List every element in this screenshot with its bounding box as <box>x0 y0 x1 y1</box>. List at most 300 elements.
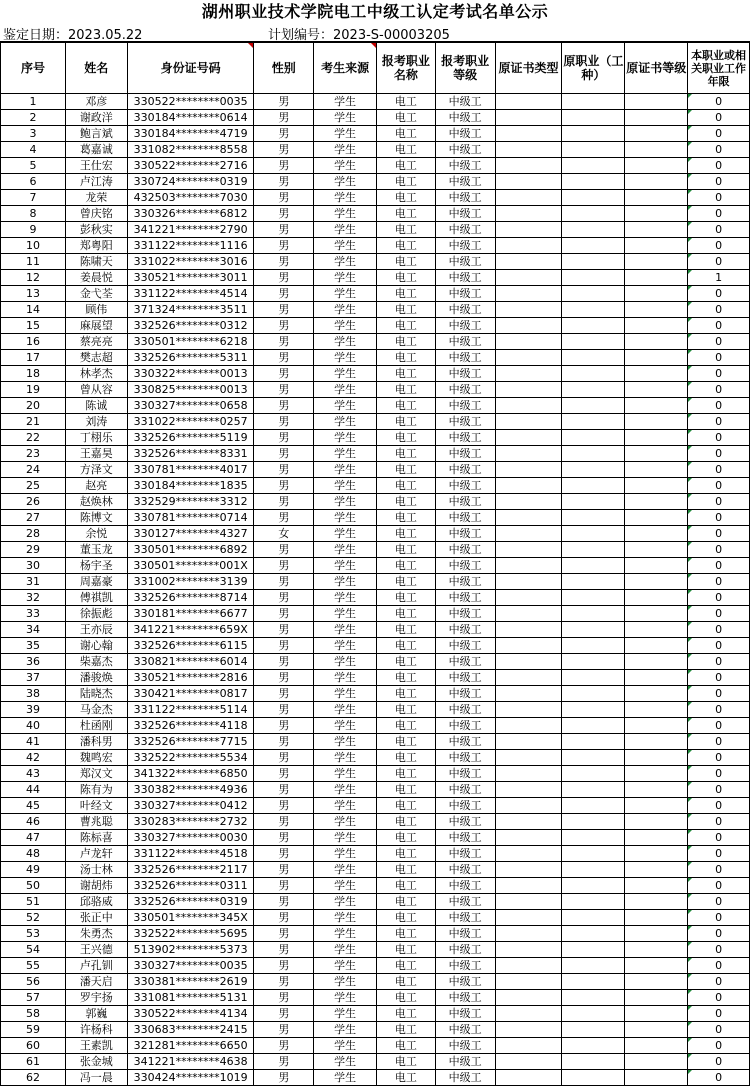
cell-level: 中级工 <box>435 238 495 254</box>
cell-cert-type <box>495 990 562 1006</box>
cell-cert-type <box>495 910 562 926</box>
cell-occupation: 电工 <box>377 174 436 190</box>
cell-name: 顾伟 <box>65 302 127 318</box>
cell-original-occupation <box>562 542 625 558</box>
cell-level: 中级工 <box>435 510 495 526</box>
cell-name: 方泽文 <box>65 462 127 478</box>
cell-work-years: 0 <box>688 206 750 222</box>
cell-occupation: 电工 <box>377 702 436 718</box>
table-header-row <box>1 43 750 94</box>
cell-cert-level <box>625 334 688 350</box>
cell-cert-level <box>625 254 688 270</box>
cell-work-years: 0 <box>688 94 750 110</box>
cell-source: 学生 <box>314 254 377 270</box>
cell-index: 39 <box>1 702 66 718</box>
cell-gender: 男 <box>254 222 314 238</box>
cell-index: 5 <box>1 158 66 174</box>
cell-id-number: 330327********0658 <box>127 398 254 414</box>
cell-original-occupation <box>562 238 625 254</box>
cell-source: 学生 <box>314 478 377 494</box>
cell-cert-type <box>495 606 562 622</box>
cell-gender: 男 <box>254 446 314 462</box>
cell-occupation: 电工 <box>377 462 436 478</box>
cell-source: 学生 <box>314 446 377 462</box>
cell-occupation: 电工 <box>377 654 436 670</box>
table-row <box>1 574 750 590</box>
cell-cert-level <box>625 718 688 734</box>
cell-original-occupation <box>562 142 625 158</box>
cell-name: 龙荣 <box>65 190 127 206</box>
cell-source: 学生 <box>314 190 377 206</box>
table-row <box>1 158 750 174</box>
cell-gender: 男 <box>254 126 314 142</box>
cell-original-occupation <box>562 190 625 206</box>
cell-cert-level <box>625 478 688 494</box>
cell-source: 学生 <box>314 766 377 782</box>
cell-work-years: 0 <box>688 350 750 366</box>
cell-index: 57 <box>1 990 66 1006</box>
cell-gender: 男 <box>254 670 314 686</box>
cell-name: 曹兆聪 <box>65 814 127 830</box>
cell-index: 2 <box>1 110 66 126</box>
cell-index: 3 <box>1 126 66 142</box>
cell-name: 金弋荃 <box>65 286 127 302</box>
cell-cert-type <box>495 430 562 446</box>
cell-original-occupation <box>562 206 625 222</box>
cell-id-number: 332526********8714 <box>127 590 254 606</box>
cell-source: 学生 <box>314 398 377 414</box>
cell-level: 中级工 <box>435 270 495 286</box>
cell-gender: 男 <box>254 430 314 446</box>
cell-original-occupation <box>562 590 625 606</box>
cell-id-number: 330724********0319 <box>127 174 254 190</box>
cell-id-number: 330522********2716 <box>127 158 254 174</box>
cell-work-years: 0 <box>688 958 750 974</box>
cell-occupation: 电工 <box>377 1054 436 1070</box>
cell-gender: 男 <box>254 1022 314 1038</box>
table-row <box>1 958 750 974</box>
cell-level: 中级工 <box>435 222 495 238</box>
cell-id-number: 332526********0311 <box>127 878 254 894</box>
cell-work-years: 0 <box>688 382 750 398</box>
cell-index: 19 <box>1 382 66 398</box>
cell-original-occupation <box>562 126 625 142</box>
cell-level: 中级工 <box>435 878 495 894</box>
cell-level: 中级工 <box>435 942 495 958</box>
cell-name: 周嘉豪 <box>65 574 127 590</box>
cell-work-years: 0 <box>688 462 750 478</box>
cell-occupation: 电工 <box>377 94 436 110</box>
cell-cert-level <box>625 910 688 926</box>
cell-source: 学生 <box>314 222 377 238</box>
cell-cert-level <box>625 990 688 1006</box>
cell-original-occupation <box>562 446 625 462</box>
cell-original-occupation <box>562 94 625 110</box>
cell-name: 卢江涛 <box>65 174 127 190</box>
cell-index: 34 <box>1 622 66 638</box>
cell-work-years: 0 <box>688 766 750 782</box>
cell-gender: 男 <box>254 942 314 958</box>
cell-work-years: 0 <box>688 846 750 862</box>
cell-occupation: 电工 <box>377 366 436 382</box>
cell-name: 鲍言斌 <box>65 126 127 142</box>
cell-gender: 男 <box>254 686 314 702</box>
cell-name: 樊志超 <box>65 350 127 366</box>
cell-cert-level <box>625 670 688 686</box>
cell-level: 中级工 <box>435 702 495 718</box>
cell-id-number: 332526********0319 <box>127 894 254 910</box>
cell-work-years: 0 <box>688 334 750 350</box>
cell-cert-type <box>495 222 562 238</box>
cell-index: 10 <box>1 238 66 254</box>
cell-cert-level <box>625 462 688 478</box>
cell-cert-level <box>625 798 688 814</box>
table-row <box>1 622 750 638</box>
cell-level: 中级工 <box>435 126 495 142</box>
cell-id-number: 330326********6812 <box>127 206 254 222</box>
cell-source: 学生 <box>314 1038 377 1054</box>
cell-id-number: 331022********0257 <box>127 414 254 430</box>
cell-index: 60 <box>1 1038 66 1054</box>
table-row <box>1 638 750 654</box>
table-row <box>1 782 750 798</box>
cell-cert-type <box>495 670 562 686</box>
cell-occupation: 电工 <box>377 590 436 606</box>
cell-work-years: 0 <box>688 446 750 462</box>
cell-id-number: 332529********3312 <box>127 494 254 510</box>
cell-source: 学生 <box>314 126 377 142</box>
cell-work-years: 0 <box>688 670 750 686</box>
cell-occupation: 电工 <box>377 286 436 302</box>
cell-gender: 男 <box>254 814 314 830</box>
cell-work-years: 0 <box>688 878 750 894</box>
cell-original-occupation <box>562 622 625 638</box>
cell-index: 33 <box>1 606 66 622</box>
cell-cert-level <box>625 206 688 222</box>
cell-name: 余悦 <box>65 526 127 542</box>
cell-id-number: 330327********0412 <box>127 798 254 814</box>
cell-occupation: 电工 <box>377 910 436 926</box>
table-row <box>1 862 750 878</box>
cell-source: 学生 <box>314 574 377 590</box>
cell-gender: 男 <box>254 606 314 622</box>
cell-cert-level <box>625 398 688 414</box>
cell-name: 刘涛 <box>65 414 127 430</box>
cell-level: 中级工 <box>435 478 495 494</box>
cell-original-occupation <box>562 174 625 190</box>
cell-cert-level <box>625 1054 688 1070</box>
cell-gender: 男 <box>254 1006 314 1022</box>
cell-occupation: 电工 <box>377 558 436 574</box>
cell-cert-level <box>625 926 688 942</box>
cell-work-years: 0 <box>688 190 750 206</box>
cell-index: 49 <box>1 862 66 878</box>
cell-gender: 男 <box>254 382 314 398</box>
cell-id-number: 330322********0013 <box>127 366 254 382</box>
table-row <box>1 1022 750 1038</box>
cell-work-years: 0 <box>688 638 750 654</box>
cell-cert-type <box>495 1054 562 1070</box>
cell-name: 郑汉文 <box>65 766 127 782</box>
cell-original-occupation <box>562 686 625 702</box>
cell-index: 15 <box>1 318 66 334</box>
cell-cert-type <box>495 286 562 302</box>
cell-work-years: 0 <box>688 686 750 702</box>
cell-occupation: 电工 <box>377 878 436 894</box>
cell-id-number: 330127********4327 <box>127 526 254 542</box>
cell-cert-type <box>495 926 562 942</box>
cell-work-years: 0 <box>688 734 750 750</box>
table-row <box>1 238 750 254</box>
cell-original-occupation <box>562 1054 625 1070</box>
cell-occupation: 电工 <box>377 606 436 622</box>
table-row <box>1 734 750 750</box>
cell-cert-type <box>495 718 562 734</box>
cell-cert-level <box>625 142 688 158</box>
cell-index: 26 <box>1 494 66 510</box>
cell-source: 学生 <box>314 750 377 766</box>
cell-work-years: 0 <box>688 1022 750 1038</box>
cell-level: 中级工 <box>435 750 495 766</box>
cell-occupation: 电工 <box>377 718 436 734</box>
cell-name: 陈有为 <box>65 782 127 798</box>
table-row <box>1 398 750 414</box>
cell-occupation: 电工 <box>377 862 436 878</box>
cell-work-years: 0 <box>688 526 750 542</box>
cell-cert-level <box>625 814 688 830</box>
cell-level: 中级工 <box>435 622 495 638</box>
cell-cert-level <box>625 126 688 142</box>
cell-index: 11 <box>1 254 66 270</box>
cell-gender: 男 <box>254 878 314 894</box>
cell-original-occupation <box>562 878 625 894</box>
cell-source: 学生 <box>314 302 377 318</box>
cell-name: 张正中 <box>65 910 127 926</box>
cell-level: 中级工 <box>435 526 495 542</box>
cell-gender: 男 <box>254 190 314 206</box>
cell-original-occupation <box>562 1006 625 1022</box>
cell-index: 13 <box>1 286 66 302</box>
cell-source: 学生 <box>314 110 377 126</box>
cell-level: 中级工 <box>435 1038 495 1054</box>
cell-name: 曾庆铭 <box>65 206 127 222</box>
cell-cert-type <box>495 558 562 574</box>
cell-work-years: 0 <box>688 222 750 238</box>
cell-index: 44 <box>1 782 66 798</box>
cell-original-occupation <box>562 942 625 958</box>
cell-original-occupation <box>562 478 625 494</box>
cell-level: 中级工 <box>435 94 495 110</box>
cell-occupation: 电工 <box>377 430 436 446</box>
cell-id-number: 332526********6115 <box>127 638 254 654</box>
cell-source: 学生 <box>314 638 377 654</box>
cell-cert-level <box>625 302 688 318</box>
cell-work-years: 0 <box>688 1038 750 1054</box>
cell-source: 学生 <box>314 94 377 110</box>
table-row <box>1 286 750 302</box>
table-row <box>1 878 750 894</box>
cell-original-occupation <box>562 766 625 782</box>
cell-cert-level <box>625 94 688 110</box>
cell-name: 柴嘉杰 <box>65 654 127 670</box>
cell-source: 学生 <box>314 238 377 254</box>
cell-work-years: 0 <box>688 974 750 990</box>
table-row <box>1 174 750 190</box>
cell-index: 61 <box>1 1054 66 1070</box>
table-row <box>1 190 750 206</box>
header-occupation: 报考职业名称 <box>377 43 436 94</box>
table-row <box>1 1038 750 1054</box>
cell-source: 学生 <box>314 686 377 702</box>
cell-original-occupation <box>562 702 625 718</box>
cell-cert-type <box>495 318 562 334</box>
cell-id-number: 332522********5534 <box>127 750 254 766</box>
cell-cert-type <box>495 750 562 766</box>
cell-name: 麻展望 <box>65 318 127 334</box>
cell-name: 谢心翰 <box>65 638 127 654</box>
cell-original-occupation <box>562 254 625 270</box>
cell-gender: 男 <box>254 782 314 798</box>
cell-id-number: 331022********3016 <box>127 254 254 270</box>
cell-name: 朱勇杰 <box>65 926 127 942</box>
cell-source: 学生 <box>314 734 377 750</box>
cell-gender: 男 <box>254 158 314 174</box>
cell-index: 42 <box>1 750 66 766</box>
plan-number: 计划编号：2023-S-00003205 <box>268 28 450 43</box>
cell-original-occupation <box>562 558 625 574</box>
table-row <box>1 1054 750 1070</box>
cell-original-occupation <box>562 814 625 830</box>
cell-source: 学生 <box>314 654 377 670</box>
cell-index: 45 <box>1 798 66 814</box>
table-row <box>1 654 750 670</box>
table-row <box>1 126 750 142</box>
cell-work-years: 0 <box>688 302 750 318</box>
cell-occupation: 电工 <box>377 350 436 366</box>
cell-level: 中级工 <box>435 382 495 398</box>
cell-level: 中级工 <box>435 798 495 814</box>
cell-index: 43 <box>1 766 66 782</box>
cell-occupation: 电工 <box>377 110 436 126</box>
table-row <box>1 270 750 286</box>
cell-occupation: 电工 <box>377 382 436 398</box>
cell-id-number: 331082********8558 <box>127 142 254 158</box>
cell-level: 中级工 <box>435 990 495 1006</box>
cell-work-years: 0 <box>688 1070 750 1086</box>
cell-cert-level <box>625 110 688 126</box>
cell-name: 陈诚 <box>65 398 127 414</box>
cell-id-number: 330501********345X <box>127 910 254 926</box>
cell-cert-type <box>495 702 562 718</box>
cell-cert-type <box>495 974 562 990</box>
cell-id-number: 330382********4936 <box>127 782 254 798</box>
cell-cert-type <box>495 1038 562 1054</box>
cell-occupation: 电工 <box>377 270 436 286</box>
cell-occupation: 电工 <box>377 814 436 830</box>
cell-work-years: 0 <box>688 478 750 494</box>
cell-original-occupation <box>562 494 625 510</box>
cell-level: 中级工 <box>435 334 495 350</box>
cell-cert-type <box>495 350 562 366</box>
cell-id-number: 330184********1835 <box>127 478 254 494</box>
cell-index: 48 <box>1 846 66 862</box>
cell-work-years: 0 <box>688 542 750 558</box>
cell-gender: 男 <box>254 270 314 286</box>
cell-name: 王嘉昊 <box>65 446 127 462</box>
table-row <box>1 494 750 510</box>
header-gender: 性别 <box>254 43 314 94</box>
cell-source: 学生 <box>314 270 377 286</box>
cell-source: 学生 <box>314 942 377 958</box>
cell-cert-level <box>625 366 688 382</box>
cell-gender: 男 <box>254 334 314 350</box>
cell-cert-level <box>625 542 688 558</box>
cell-name: 傅祺凯 <box>65 590 127 606</box>
cell-name: 冯一晨 <box>65 1070 127 1086</box>
cell-source: 学生 <box>314 1070 377 1086</box>
table-row <box>1 222 750 238</box>
cell-original-occupation <box>562 286 625 302</box>
cell-original-occupation <box>562 974 625 990</box>
cell-original-occupation <box>562 718 625 734</box>
cell-gender: 男 <box>254 478 314 494</box>
cell-original-occupation <box>562 1022 625 1038</box>
cell-level: 中级工 <box>435 190 495 206</box>
cell-gender: 男 <box>254 254 314 270</box>
cell-cert-type <box>495 94 562 110</box>
cell-original-occupation <box>562 670 625 686</box>
cell-cert-type <box>495 814 562 830</box>
cell-index: 36 <box>1 654 66 670</box>
cell-level: 中级工 <box>435 1070 495 1086</box>
cell-index: 27 <box>1 510 66 526</box>
cell-cert-level <box>625 1070 688 1086</box>
cell-gender: 男 <box>254 414 314 430</box>
cell-source: 学生 <box>314 286 377 302</box>
meta-row <box>0 23 750 42</box>
cell-occupation: 电工 <box>377 670 436 686</box>
cell-source: 学生 <box>314 558 377 574</box>
cell-index: 50 <box>1 878 66 894</box>
cell-source: 学生 <box>314 878 377 894</box>
cell-work-years: 0 <box>688 1054 750 1070</box>
cell-index: 8 <box>1 206 66 222</box>
cell-gender: 男 <box>254 1070 314 1086</box>
cell-id-number: 330184********4719 <box>127 126 254 142</box>
table-row <box>1 974 750 990</box>
cell-id-number: 331122********4514 <box>127 286 254 302</box>
cell-cert-level <box>625 382 688 398</box>
cell-source: 学生 <box>314 510 377 526</box>
cell-index: 41 <box>1 734 66 750</box>
cell-cert-level <box>625 702 688 718</box>
cell-cert-type <box>495 766 562 782</box>
cell-level: 中级工 <box>435 846 495 862</box>
cell-level: 中级工 <box>435 286 495 302</box>
cell-gender: 男 <box>254 990 314 1006</box>
cell-source: 学生 <box>314 462 377 478</box>
cell-source: 学生 <box>314 526 377 542</box>
cell-source: 学生 <box>314 606 377 622</box>
cell-source: 学生 <box>314 542 377 558</box>
cell-source: 学生 <box>314 1054 377 1070</box>
cell-work-years: 0 <box>688 126 750 142</box>
cell-level: 中级工 <box>435 142 495 158</box>
cell-name: 葛嘉诚 <box>65 142 127 158</box>
table-row <box>1 846 750 862</box>
table-row <box>1 542 750 558</box>
cell-occupation: 电工 <box>377 494 436 510</box>
